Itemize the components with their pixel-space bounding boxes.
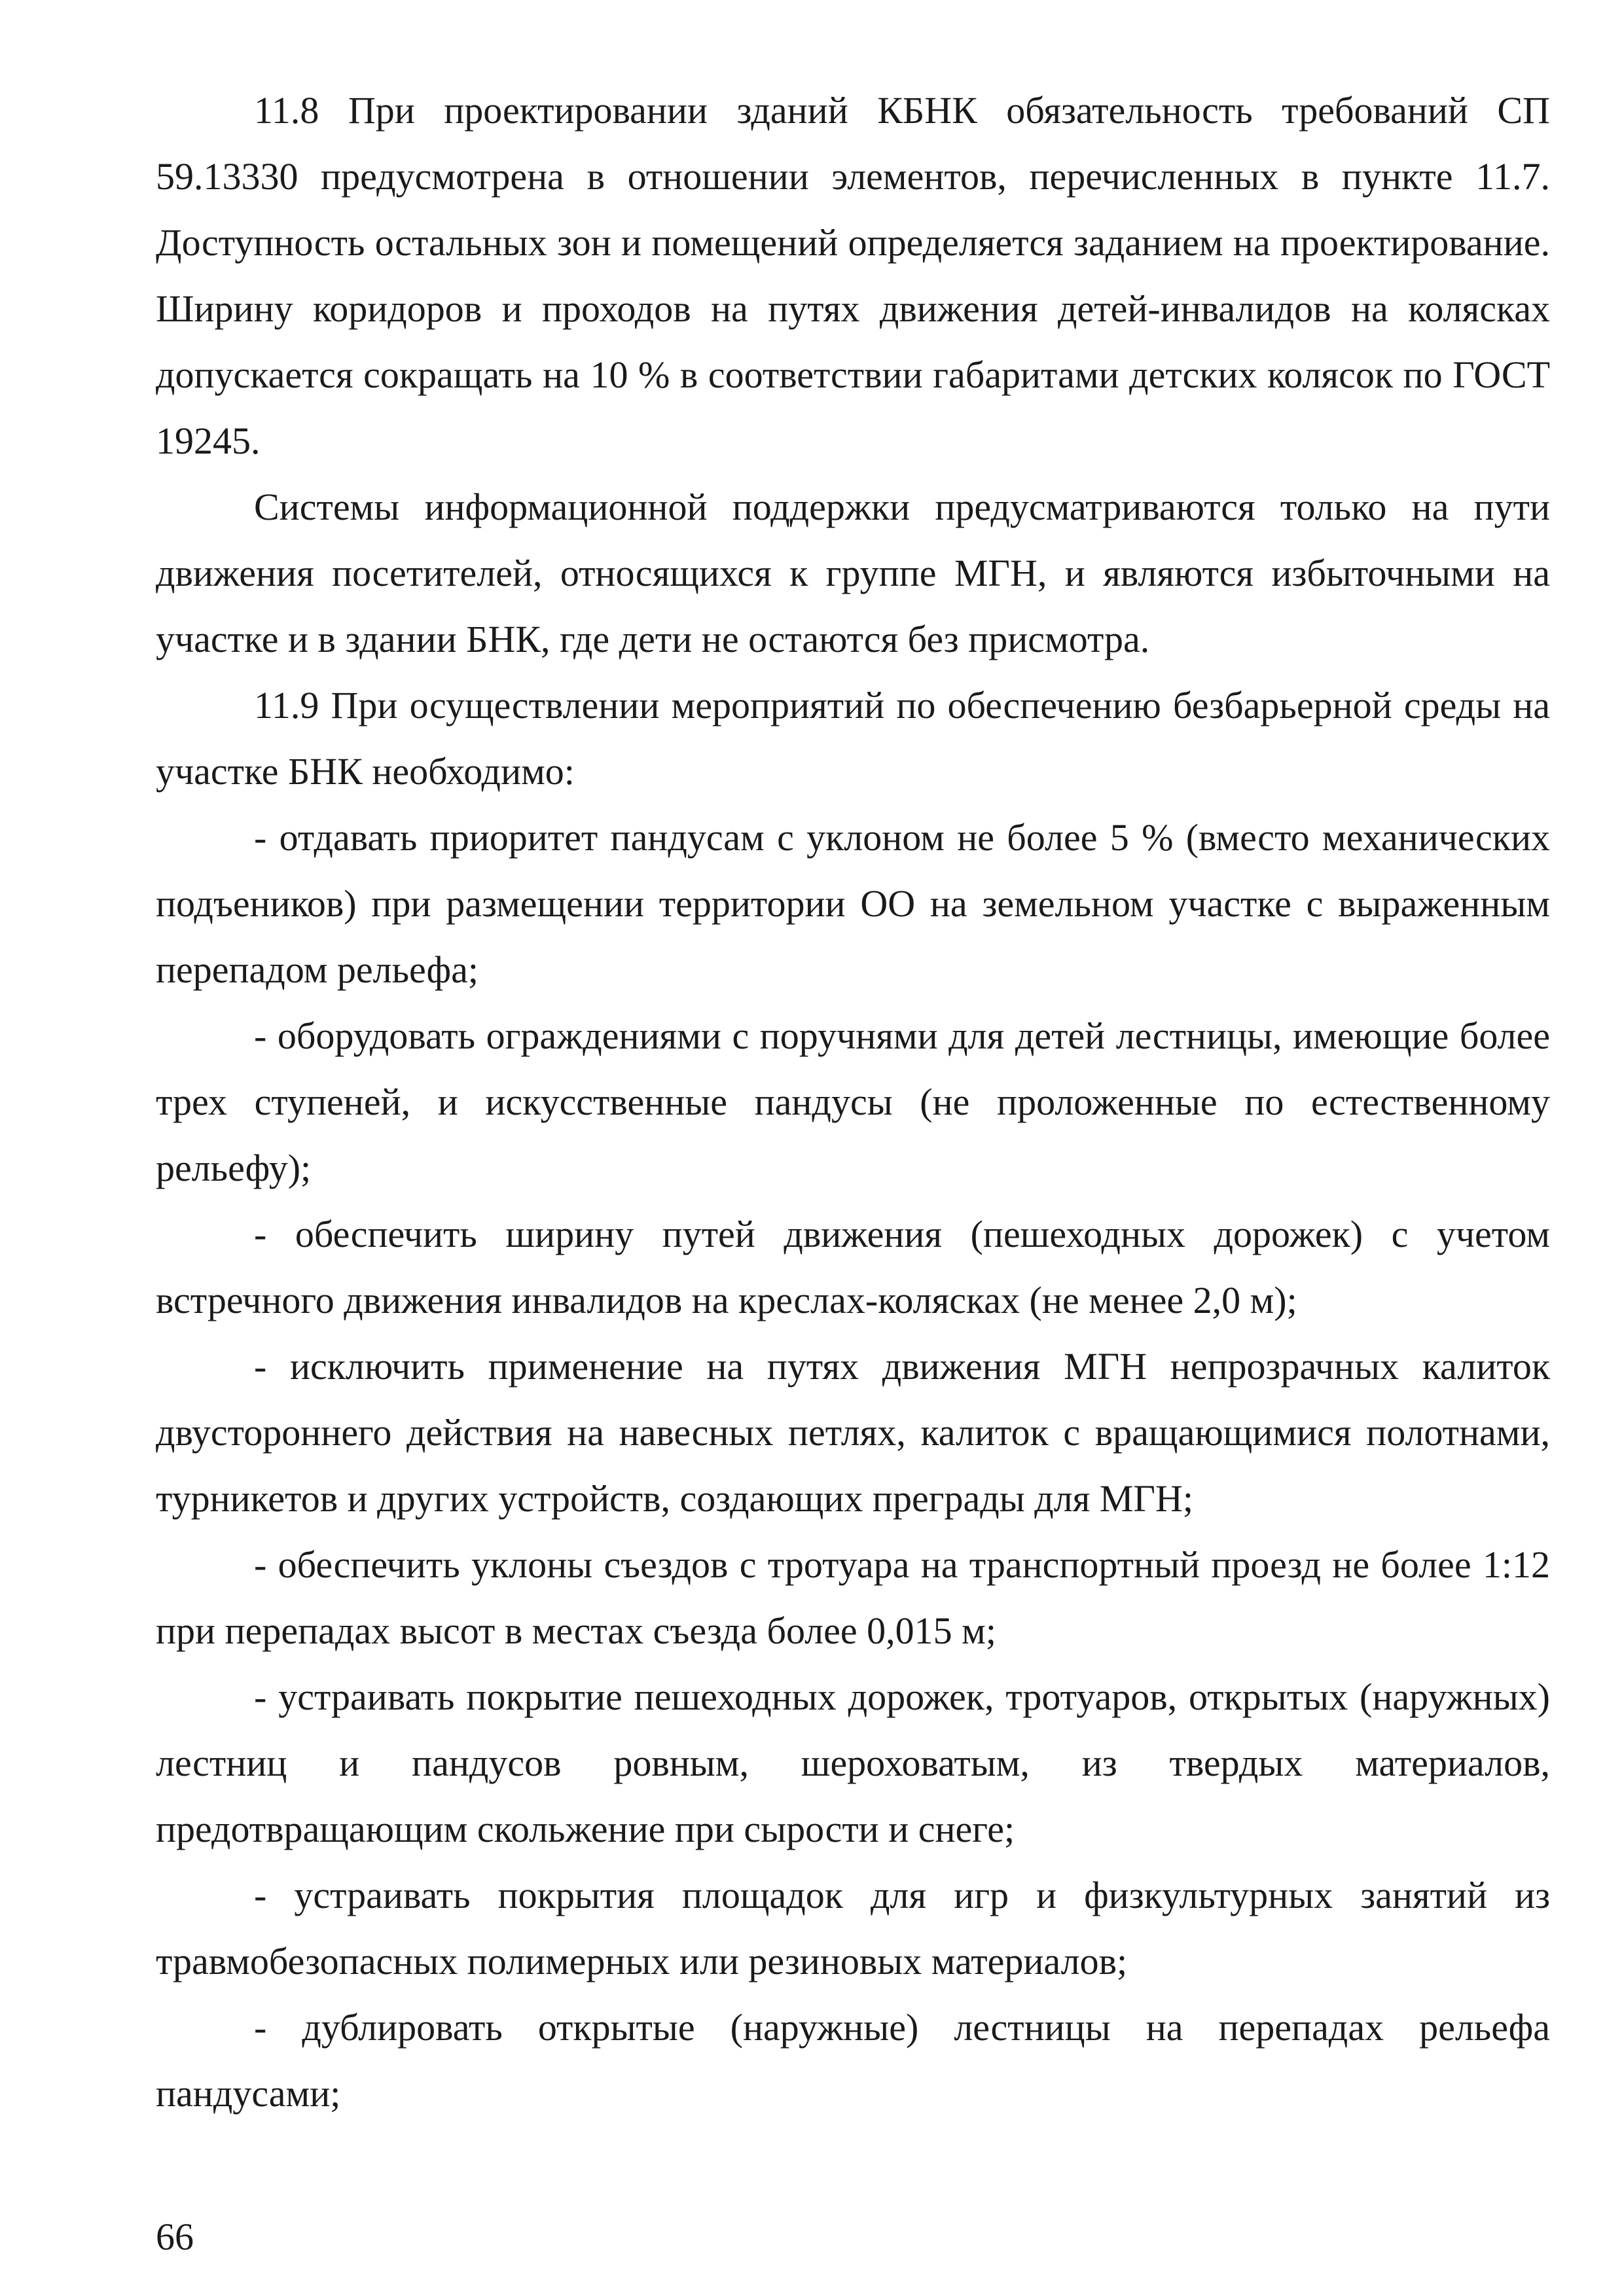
list-item-curb-slopes: - обеспечить уклоны съездов с тротуара на транспортный проезд не более 1:12 при перепадах высот в местах съезда более 0,015 м; xyxy=(156,1543,1550,1652)
page-body xyxy=(156,77,1550,2126)
paragraph-11-8: 11.8 При проектировании зданий КБНК обязательность требований СП 59.13330 предусмотрена в отношении элементов, перечисленных в пункте 11.7. Доступность остальных зон и помещений определяется заданием на проектирование. Ширину коридоров и проходов на путях движения детей-инвалидов на колясках допускается сокращать на 10 % в соответствии габаритами детских колясок по ГОСТ 19245. xyxy=(156,89,1550,462)
paragraph-11-9: 11.9 При осуществлении мероприятий по обеспечению безбарьерной среды на участке БНК необходимо: xyxy=(156,684,1550,793)
list-item-path-width: - обеспечить ширину путей движения (пешеходных дорожек) с учетом встречного движения инвалидов на креслах-колясках (не менее 2,0 м); xyxy=(156,1213,1550,1321)
paragraph-info-systems: Системы информационной поддержки предусматриваются только на пути движения посетителей, относящихся к группе МГН, и являются избыточными на участке и в здании БНК, где дети не остаются без присмотра. xyxy=(156,486,1550,660)
page-number: 66 xyxy=(156,2215,194,2258)
list-item-ramps-priority: - отдавать приоритет пандусам с уклоном не более 5 % (вместо механических подъеников) при размещении территории ОО на земельном участке с выраженным перепадом рельефа; xyxy=(156,816,1550,991)
list-item-railings: - оборудовать ограждениями с поручнями для детей лестницы, имеющие более трех ступеней, и искусственные пандусы (не проложенные по естественному рельефу); xyxy=(156,1014,1550,1189)
list-item-surfaces: - устраивать покрытие пешеходных дорожек, тротуаров, открытых (наружных) лестниц и пандусов ровным, шероховатым, из твердых материалов, предотвращающим скольжение при сырости и снеге; xyxy=(156,1676,1550,1850)
list-item-gates: - исключить применение на путях движения МГН непрозрачных калиток двустороннего действия на навесных петлях, калиток с вращающимися полотнами, турникетов и других устройств, создающих преграды для МГН; xyxy=(156,1345,1550,1520)
list-item-stairs-ramps: - дублировать открытые (наружные) лестницы на перепадах рельефа пандусами; xyxy=(156,2006,1550,2115)
list-item-playground-surfaces: - устраивать покрытия площадок для игр и физкультурных занятий из травмобезопасных полимерных или резиновых материалов; xyxy=(156,1874,1550,1982)
